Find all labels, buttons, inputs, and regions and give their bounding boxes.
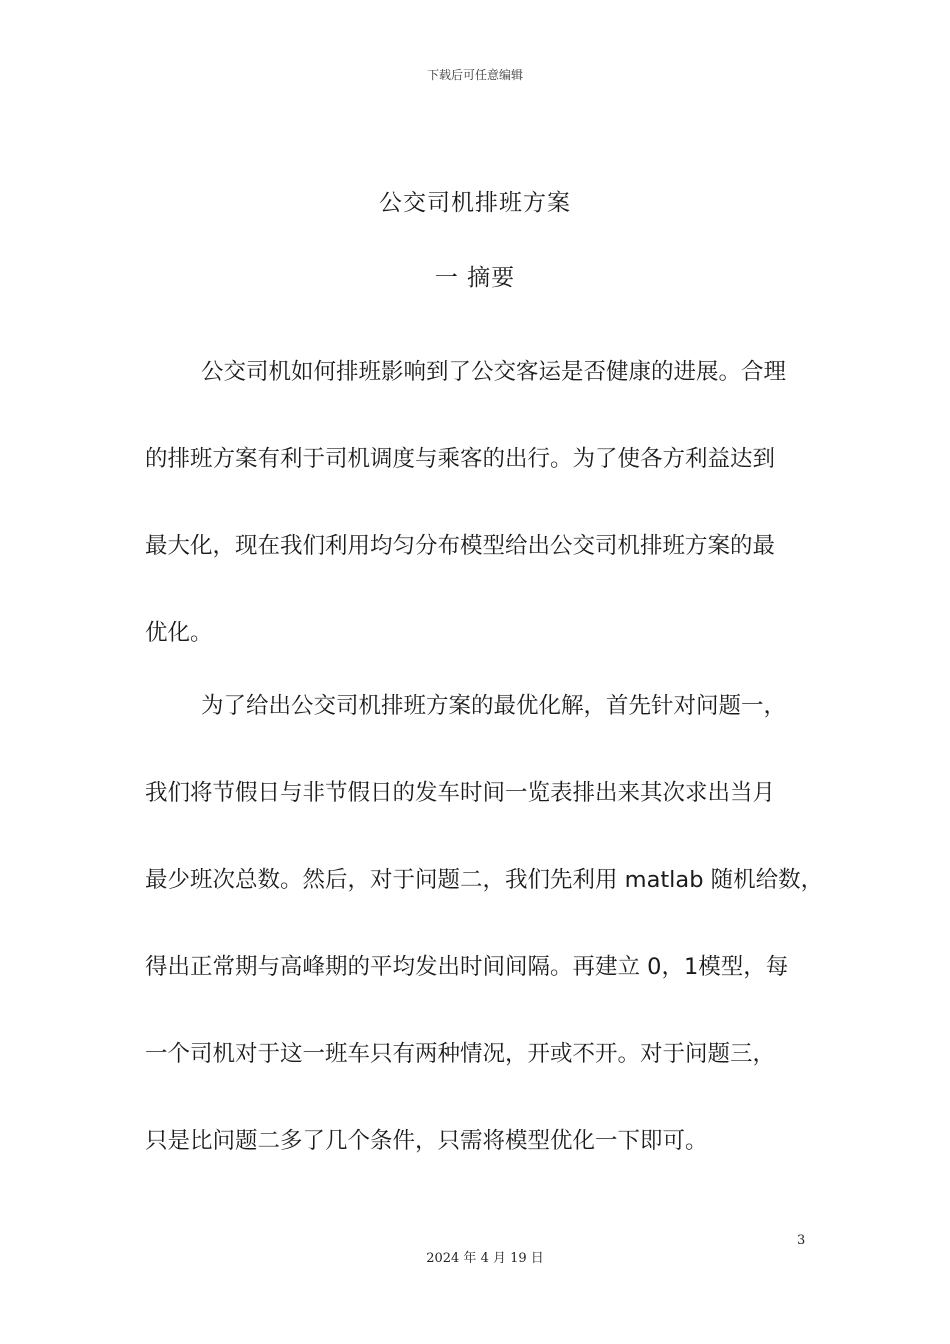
page-number: 3 bbox=[797, 1233, 806, 1248]
paragraph-line: 的排班方案有利于司机调度与乘客的出行。为了使各方利益达到 bbox=[145, 446, 776, 472]
paragraph-line: 一个司机对于这一班车只有两种情况，开或不开。对于问题三， bbox=[145, 1041, 776, 1067]
paragraph-line: 公交司机如何排班影响到了公交客运是否健康的进展。合理 bbox=[201, 359, 787, 385]
section-heading-abstract: 一 摘要 bbox=[434, 265, 516, 291]
paragraph-line: 最大化，现在我们利用均匀分布模型给出公交司机排班方案的最 bbox=[145, 533, 776, 559]
paragraph-line: 优化。 bbox=[145, 620, 213, 646]
paragraph-line: 我们将节假日与非节假日的发车时间一览表排出来其次求出当月 bbox=[145, 780, 776, 806]
paragraph-line: 得出正常期与高峰期的平均发出时间间隔。再建立 0，1模型，每 bbox=[145, 954, 789, 980]
document-title: 公交司机排班方案 bbox=[379, 190, 571, 216]
footer-date: 2024 年 4 月 19 日 bbox=[426, 1251, 544, 1266]
paragraph-line: 最少班次总数。然后，对于问题二，我们先利用 matlab 随机给数， bbox=[145, 867, 824, 893]
header-note: 下载后可任意编辑 bbox=[426, 68, 523, 82]
paragraph-line: 为了给出公交司机排班方案的最优化解，首先针对问题一， bbox=[201, 693, 787, 719]
paragraph-line: 只是比问题二多了几个条件，只需将模型优化一下即可。 bbox=[145, 1128, 708, 1154]
